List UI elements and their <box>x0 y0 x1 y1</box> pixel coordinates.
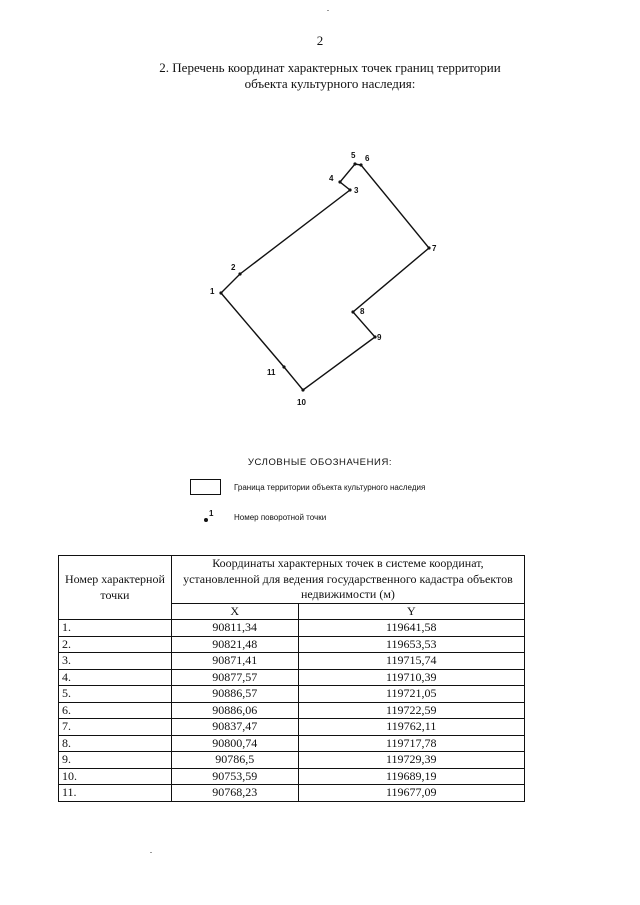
point-label: 5 <box>351 151 356 160</box>
boundary-legend-swatch <box>190 479 221 495</box>
table-row <box>59 669 525 686</box>
point-marker-number: 1 <box>209 509 214 518</box>
point-number-cell: 7. <box>59 719 172 736</box>
boundary-point <box>353 162 356 165</box>
boundary-point <box>338 180 341 183</box>
point-legend-label: Номер поворотной точки <box>234 513 327 522</box>
x-coordinate-cell: 90837,47 <box>171 719 298 736</box>
point-label: 10 <box>297 398 306 407</box>
boundary-point <box>219 291 222 294</box>
coordinates-body <box>59 620 525 802</box>
x-coordinate-cell: 90877,57 <box>171 669 298 686</box>
table-row <box>59 686 525 703</box>
table-row <box>59 735 525 752</box>
point-number-cell: 8. <box>59 735 172 752</box>
boundary-point <box>348 188 351 191</box>
page-number: 2 <box>316 33 324 48</box>
y-coordinate-cell: 119653,53 <box>298 636 524 653</box>
point-label: 3 <box>354 186 359 195</box>
point-number-cell: 3. <box>59 653 172 670</box>
point-number-cell: 9. <box>59 752 172 769</box>
header-coordinates: Координаты характерных точек в системе координат, установленной для ведения государственного кадастра объектов недвижимости (м) <box>171 556 524 604</box>
x-coordinate-cell: 90786,5 <box>171 752 298 769</box>
table-row <box>59 636 525 653</box>
point-number-cell: 1. <box>59 620 172 637</box>
page-heading <box>120 60 540 92</box>
point-number-cell: 5. <box>59 686 172 703</box>
table-row <box>59 653 525 670</box>
x-coordinate-cell: 90800,74 <box>171 735 298 752</box>
y-coordinate-cell: 119710,39 <box>298 669 524 686</box>
boundary-point <box>282 365 285 368</box>
table-row <box>59 719 525 736</box>
point-number-cell: 6. <box>59 702 172 719</box>
scan-speck <box>327 10 329 11</box>
x-coordinate-cell: 90768,23 <box>171 785 298 802</box>
boundary-plan <box>195 145 455 410</box>
table-row <box>59 752 525 769</box>
x-coordinate-cell: 90871,41 <box>171 653 298 670</box>
x-coordinate-cell: 90886,06 <box>171 702 298 719</box>
point-number-cell: 11. <box>59 785 172 802</box>
point-marker-icon <box>202 511 216 525</box>
coordinates-table <box>58 555 525 802</box>
table-row <box>59 702 525 719</box>
boundary-point <box>427 246 430 249</box>
header-x: X <box>171 603 298 620</box>
boundary-point <box>351 310 354 313</box>
point-label: 4 <box>329 174 334 183</box>
header-point-number: Номер характерной точки <box>59 556 172 620</box>
y-coordinate-cell: 119677,09 <box>298 785 524 802</box>
point-number-cell: 2. <box>59 636 172 653</box>
point-label: 7 <box>432 244 437 253</box>
point-label: 11 <box>267 368 276 377</box>
point-label: 2 <box>231 263 236 272</box>
y-coordinate-cell: 119729,39 <box>298 752 524 769</box>
table-row <box>59 620 525 637</box>
scan-speck <box>150 852 152 853</box>
point-label: 6 <box>365 154 370 163</box>
boundary-point <box>301 388 304 391</box>
y-coordinate-cell: 119762,11 <box>298 719 524 736</box>
y-coordinate-cell: 119715,74 <box>298 653 524 670</box>
point-number-cell: 4. <box>59 669 172 686</box>
boundary-legend-label: Граница территории объекта культурного наследия <box>234 483 426 492</box>
x-coordinate-cell: 90753,59 <box>171 768 298 785</box>
boundary-polygon <box>221 164 429 390</box>
table-row <box>59 785 525 802</box>
x-coordinate-cell: 90811,34 <box>171 620 298 637</box>
point-dot <box>204 518 208 522</box>
legend-title: УСЛОВНЫЕ ОБОЗНАЧЕНИЯ: <box>247 457 393 468</box>
table-row <box>59 768 525 785</box>
point-label: 8 <box>360 307 365 316</box>
y-coordinate-cell: 119717,78 <box>298 735 524 752</box>
heading-line-1: 2. Перечень координат характерных точек границ территории <box>159 60 501 75</box>
boundary-points <box>219 162 430 391</box>
x-coordinate-cell: 90821,48 <box>171 636 298 653</box>
y-coordinate-cell: 119641,58 <box>298 620 524 637</box>
point-label: 1 <box>210 287 215 296</box>
y-coordinate-cell: 119722,59 <box>298 702 524 719</box>
heading-line-2: объекта культурного наследия: <box>244 76 416 91</box>
point-labels <box>210 151 437 407</box>
y-coordinate-cell: 119721,05 <box>298 686 524 703</box>
point-label: 9 <box>377 333 382 342</box>
x-coordinate-cell: 90886,57 <box>171 686 298 703</box>
boundary-point <box>359 163 362 166</box>
y-coordinate-cell: 119689,19 <box>298 768 524 785</box>
header-y: Y <box>298 603 524 620</box>
point-number-cell: 10. <box>59 768 172 785</box>
boundary-point <box>238 272 241 275</box>
